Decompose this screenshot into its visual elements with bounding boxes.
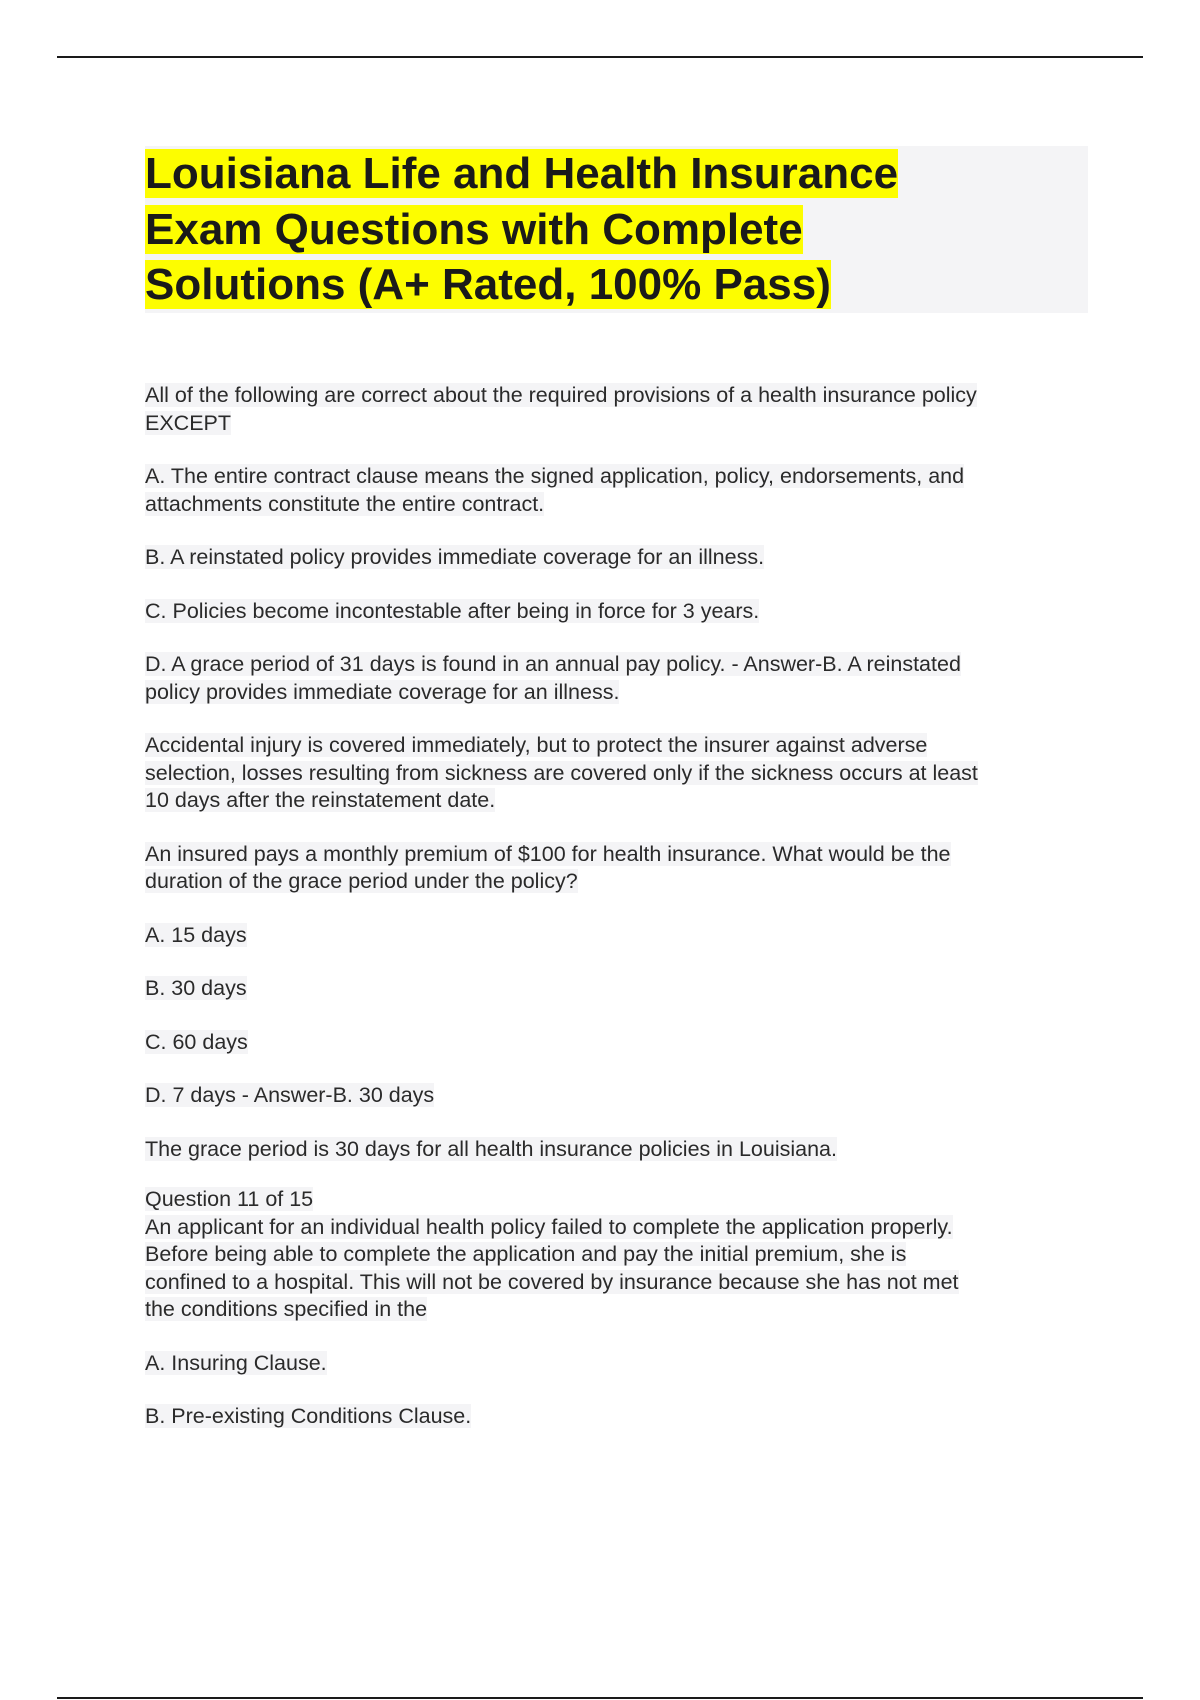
paragraph-line: duration of the grace period under the policy?	[145, 869, 578, 893]
document-body	[145, 356, 1095, 1431]
paragraph-line: All of the following are correct about the required provisions of a health insurance policy	[145, 383, 977, 407]
paragraph-line: C. 60 days	[145, 1029, 248, 1054]
paragraph	[145, 1186, 1095, 1324]
paragraph	[145, 1350, 1095, 1378]
paragraph-line: The grace period is 30 days for all health insurance policies in Louisiana.	[145, 1136, 837, 1161]
top-rule	[57, 56, 1143, 58]
paragraph	[145, 598, 1095, 626]
paragraph	[145, 841, 1095, 896]
paragraph	[145, 651, 1095, 706]
paragraph	[145, 1029, 1095, 1057]
paragraph-line: B. A reinstated policy provides immediate coverage for an illness.	[145, 545, 765, 569]
title-line: Exam Questions with Complete	[145, 204, 803, 254]
paragraph	[145, 1082, 1095, 1110]
bottom-rule	[57, 1697, 1143, 1699]
paragraph-line: B. Pre-existing Conditions Clause.	[145, 1404, 472, 1428]
title-line: Louisiana Life and Health Insurance	[145, 149, 899, 198]
paragraph-line: D. 7 days - Answer-B. 30 days	[145, 1083, 435, 1107]
document-title	[145, 146, 1088, 313]
title-line: Solutions (A+ Rated, 100% Pass)	[145, 260, 831, 309]
paragraph-line: Before being able to complete the application and pay the initial premium, she is	[145, 1242, 907, 1266]
paragraph-line: policy provides immediate coverage for an illness.	[145, 679, 620, 704]
paragraph-line: A. Insuring Clause.	[145, 1350, 327, 1375]
paragraph-line: selection, losses resulting from sickness are covered only if the sickness occurs at least	[145, 760, 978, 785]
paragraph-line: the conditions specified in the	[145, 1297, 428, 1321]
paragraph-line: An applicant for an individual health policy failed to complete the application properly.	[145, 1214, 953, 1239]
paragraph	[145, 975, 1095, 1003]
paragraph	[145, 1136, 1095, 1164]
paragraph-line: C. Policies become incontestable after being in force for 3 years.	[145, 598, 760, 623]
paragraph-line: EXCEPT	[145, 410, 232, 435]
paragraph	[145, 922, 1095, 950]
paragraph	[145, 382, 1095, 437]
paragraph	[145, 544, 1095, 572]
paragraph	[145, 1403, 1095, 1431]
title-block	[145, 146, 1088, 313]
paragraph	[145, 463, 1095, 518]
paragraph-line: An insured pays a monthly premium of $100 for health insurance. What would be the	[145, 841, 951, 866]
paragraph-line: A. The entire contract clause means the signed application, policy, endorsements, and	[145, 464, 965, 488]
paragraph-line: D. A grace period of 31 days is found in an annual pay policy. - Answer-B. A reinstated	[145, 652, 961, 676]
paragraph	[145, 732, 1095, 815]
paragraph-line: attachments constitute the entire contract.	[145, 491, 545, 516]
paragraph-line: Question 11 of 15	[145, 1187, 314, 1211]
paragraph-line: B. 30 days	[145, 976, 247, 1000]
paragraph-line: 10 days after the reinstatement date.	[145, 788, 496, 812]
paragraph-line: Accidental injury is covered immediately, but to protect the insurer against adverse	[145, 733, 928, 757]
paragraph-line: confined to a hospital. This will not be covered by insurance because she has not met	[145, 1269, 959, 1294]
paragraph-line: A. 15 days	[145, 922, 247, 947]
